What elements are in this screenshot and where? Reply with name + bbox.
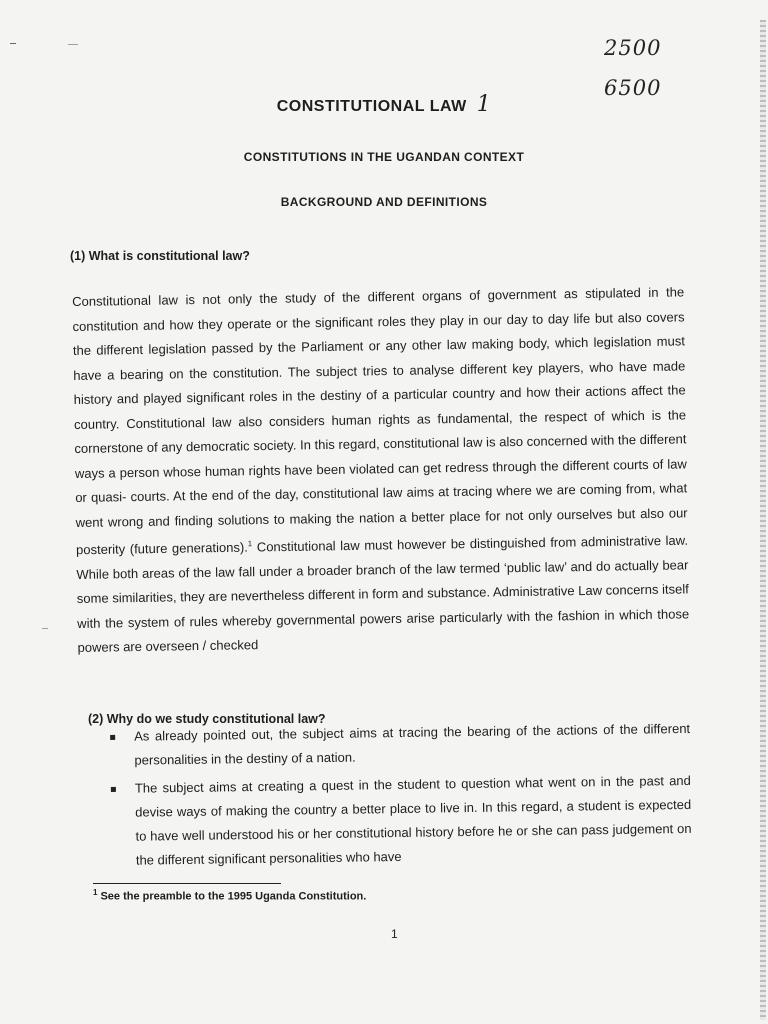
scan-speck xyxy=(10,43,16,44)
footnote-marker: 1 xyxy=(93,888,98,897)
list-item xyxy=(110,717,691,773)
scan-speck xyxy=(42,628,48,629)
footnote-divider xyxy=(93,883,281,884)
scan-edge xyxy=(760,20,766,1020)
document-subtitle: CONSTITUTIONS IN THE UGANDAN CONTEXT xyxy=(243,150,525,164)
scan-speck xyxy=(68,44,78,45)
list-item-text: The subject aims at creating a quest in the student to question what went on in the past and devise ways of making the country a better place to live in. In this regard, a student is expected to have well understood his or her constitutional history before he or she can pass judgement on the different significant personalities who have xyxy=(134,772,692,868)
bullet-icon xyxy=(110,735,115,740)
title-text: CONSTITUTIONAL LAW xyxy=(276,98,467,115)
document-title xyxy=(0,92,768,117)
bullet-icon xyxy=(111,787,116,792)
body-text-continued: Constitutional law must however be distinguished from administrative law. While both areas of the law fall under a broader branch of the law termed ‘public law’ and do actually bear some similarities, they are nevertheless different in form and substance. Administrative Law concerns itself with the system of rules whereby governmental powers arise particularly with the fashion in which those powers are overseen / checked xyxy=(76,532,690,656)
section-1-heading: (1) What is constitutional law? xyxy=(70,249,250,263)
handwritten-note-1: 2500 xyxy=(604,36,662,60)
list-item xyxy=(111,769,692,873)
section-1-body xyxy=(72,280,690,660)
handwritten-note-2: 6500 xyxy=(604,76,662,100)
list-item-text: As already pointed out, the subject aims at tracing the bearing of the actions of the different personalities in the destiny of a nation. xyxy=(134,720,691,768)
title-number: 1 xyxy=(476,92,492,117)
page-number: 1 xyxy=(391,927,398,941)
bullet-list xyxy=(110,717,692,877)
footnote-text: See the preamble to the 1995 Uganda Constitution. xyxy=(100,890,367,903)
section-subtitle: BACKGROUND AND DEFINITIONS xyxy=(280,195,488,209)
section-2-heading: (2) Why do we study constitutional law? xyxy=(88,712,326,726)
body-text: Constitutional law is not only the study of the different organs of government as stipulated in the constitution and how they operate or the significant roles they play in our day to day life but also covers the different legislation passed by the Parliament or any other law making body, which legislation must have a bearing on the constitution. The subject tries to analyse different key players, who have made history and played significant roles in the destiny of a particular country and how their actions affect the country. Constitutional law also considers human rights as fundamental, the respect of which is the cornerstone of any democratic society. In this regard, constitutional law is also concerned with the different ways a person whose human rights have been violated can get redress through the different courts of law or quasi- courts. At the end of the day, constitutional law aims at tracing where we are coming from, what went wrong and finding solutions to making the nation a better place for not only ourselves but also our posterity (future generations). xyxy=(72,284,688,558)
footnote xyxy=(93,888,366,903)
footnote-reference: 1 xyxy=(247,539,253,549)
